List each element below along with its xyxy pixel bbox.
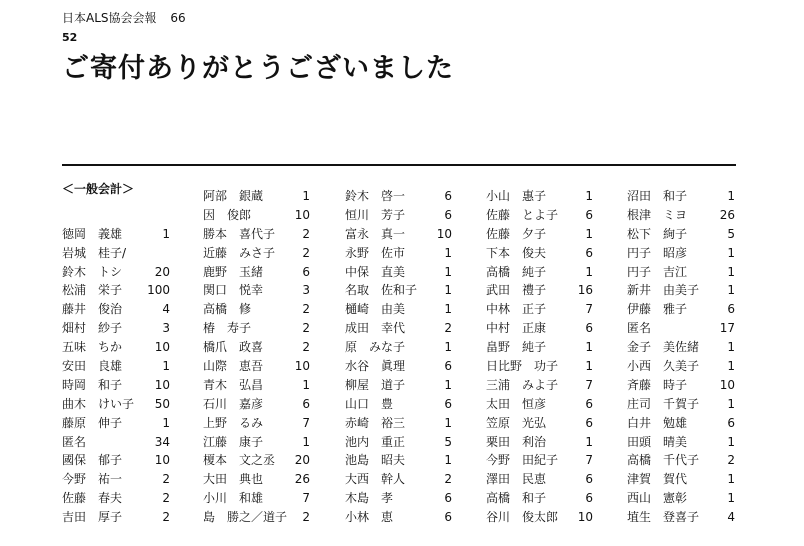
donation-count: 17: [719, 321, 735, 336]
donor-name: 下本 俊夫: [486, 245, 547, 260]
donor-column-4: [486, 187, 593, 527]
donation-count: 2: [727, 453, 735, 468]
donor-name: 白井 勉雄: [627, 415, 688, 430]
donor-row: [203, 414, 310, 433]
donation-count: 6: [444, 510, 452, 525]
donor-row: [203, 508, 310, 527]
donor-row: [203, 244, 310, 263]
donation-count: 6: [585, 245, 593, 260]
donation-count: 10: [294, 207, 310, 222]
donor-row: [486, 508, 593, 527]
donation-count: 7: [585, 453, 593, 468]
donation-count: 50: [154, 396, 170, 411]
donor-name: 畠野 純子: [486, 340, 547, 355]
donor-row: [345, 206, 452, 225]
donor-row: [627, 470, 735, 489]
donor-name: 日比野 功子: [486, 359, 559, 374]
donor-row: [486, 338, 593, 357]
donor-row: [486, 206, 593, 225]
donor-name: 金子 美佐緒: [627, 340, 700, 355]
donation-count: 6: [585, 396, 593, 411]
donor-row: [62, 244, 170, 263]
donation-count: 26: [294, 472, 310, 487]
donor-name: 松浦 栄子: [62, 283, 123, 298]
running-header: [62, 9, 186, 26]
donor-row: [345, 263, 452, 282]
donor-row: [627, 489, 735, 508]
donation-count: 10: [577, 510, 593, 525]
donor-column-3: [345, 187, 452, 527]
donation-count: 10: [436, 226, 452, 241]
donor-name: 佐藤 夕子: [486, 226, 547, 241]
donor-name: 上野 るみ: [203, 415, 264, 430]
donor-row: [62, 470, 170, 489]
donor-name: 中村 正康: [486, 321, 547, 336]
donor-row: [486, 244, 593, 263]
donor-name: 小川 和雄: [203, 491, 264, 506]
donor-row: [203, 187, 310, 206]
donor-row: [203, 470, 310, 489]
donor-name: 埴生 登喜子: [627, 510, 700, 525]
donor-name: 鈴木 トシ: [62, 264, 123, 279]
donor-name: 田頭 晴美: [627, 434, 688, 449]
donor-name: 高橋 和子: [486, 491, 547, 506]
donation-count: 1: [727, 264, 735, 279]
donation-count: 10: [154, 453, 170, 468]
donor-name: 榎本 文之丞: [203, 453, 276, 468]
donor-name: 澤田 民恵: [486, 472, 547, 487]
donor-name: 円子 吉江: [627, 264, 688, 279]
donor-name: 小西 久美子: [627, 359, 700, 374]
donation-count: 6: [585, 207, 593, 222]
donor-name: 徳岡 義雄: [62, 226, 123, 241]
donation-count: 6: [444, 189, 452, 203]
donation-count: 1: [727, 434, 735, 449]
donor-row: [62, 376, 170, 395]
donation-count: 2: [302, 245, 310, 260]
donor-row: [62, 281, 170, 300]
donor-row: [203, 433, 310, 452]
donor-row: [345, 338, 452, 357]
page-title: ご寄付ありがとうございました: [62, 53, 454, 84]
donor-column-5: [627, 187, 735, 527]
donor-name: 沼田 和子: [627, 189, 688, 203]
donor-name: 三浦 みよ子: [486, 377, 559, 392]
donor-row: [203, 263, 310, 282]
donation-count: 6: [444, 396, 452, 411]
donation-count: 1: [727, 491, 735, 506]
donor-name: 木島 孝: [345, 491, 394, 506]
donor-row: [627, 414, 735, 433]
donor-row: [203, 395, 310, 414]
donor-row: [62, 357, 170, 376]
donor-name: 斉藤 時子: [627, 377, 688, 392]
donor-name: 吉田 厚子: [62, 510, 123, 525]
donation-count: 10: [154, 377, 170, 392]
title-rule: [62, 164, 736, 166]
donation-count: 1: [444, 340, 452, 355]
donor-name: 池島 昭夫: [345, 453, 406, 468]
donor-name: 原 みな子: [345, 340, 406, 355]
donation-count: 2: [162, 510, 170, 525]
donation-count: 1: [162, 359, 170, 374]
donor-row: [345, 300, 452, 319]
donor-row: [627, 508, 735, 527]
donation-count: 1: [302, 434, 310, 449]
donor-row: [62, 508, 170, 527]
donor-name: 今野 祐一: [62, 472, 123, 487]
donor-row: [627, 395, 735, 414]
donor-row: [62, 319, 170, 338]
donor-name: 円子 昭彦: [627, 245, 688, 260]
donation-count: 1: [727, 340, 735, 355]
publication-name: 日本ALS協会会報: [62, 11, 157, 25]
donor-column-1: [62, 187, 170, 527]
donor-name: 鈴木 啓一: [345, 189, 406, 203]
donor-row: [203, 338, 310, 357]
donor-name: 水谷 眞理: [345, 359, 406, 374]
donation-count: 6: [727, 415, 735, 430]
donor-name: 柳屋 道子: [345, 377, 406, 392]
donation-count: 6: [444, 359, 452, 374]
donor-name: 曲木 けい子: [62, 396, 135, 411]
donor-row: [345, 244, 452, 263]
donation-count: 1: [727, 189, 735, 203]
donor-row: [345, 281, 452, 300]
donor-name: 藤原 伸子: [62, 415, 123, 430]
donation-count: 2: [302, 226, 310, 241]
donation-count: 2: [162, 472, 170, 487]
donation-count: 7: [585, 302, 593, 317]
donation-count: 26: [719, 207, 735, 222]
donor-name: 匿名: [62, 434, 87, 449]
donor-name: 谷川 俊太郎: [486, 510, 559, 525]
donation-count: 1: [444, 264, 452, 279]
donation-count: 4: [727, 510, 735, 525]
donor-name: 岩城 桂子/: [62, 245, 127, 260]
donor-row: [486, 319, 593, 338]
donor-row: [345, 395, 452, 414]
donor-name: 高橋 純子: [486, 264, 547, 279]
donation-count: 5: [444, 434, 452, 449]
donation-count: 1: [444, 415, 452, 430]
donor-row: [486, 281, 593, 300]
donor-row: [203, 357, 310, 376]
donor-name: 高橋 千代子: [627, 453, 700, 468]
donation-count: 2: [302, 321, 310, 336]
donor-row: [345, 433, 452, 452]
donor-row: [627, 281, 735, 300]
donation-count: 6: [585, 472, 593, 487]
donation-count: 1: [585, 340, 593, 355]
donor-row: [203, 300, 310, 319]
donor-name: 山口 豊: [345, 396, 394, 411]
donor-row: [203, 319, 310, 338]
donation-count: 1: [162, 415, 170, 430]
donor-name: 青木 弘昌: [203, 377, 264, 392]
donation-count: 1: [585, 264, 593, 279]
donor-name: 永野 佐市: [345, 245, 406, 260]
donor-name: 大田 典也: [203, 472, 264, 487]
donor-name: 畑村 紗子: [62, 321, 123, 336]
donor-row: [203, 225, 310, 244]
donor-row: [627, 244, 735, 263]
donation-count: 1: [585, 189, 593, 203]
donor-row: [627, 451, 735, 470]
donor-row: [486, 225, 593, 244]
donation-count: 100: [147, 283, 170, 298]
donation-count: 20: [154, 264, 170, 279]
page-number: 52: [62, 31, 78, 44]
donation-count: 10: [154, 340, 170, 355]
donor-name: 時岡 和子: [62, 377, 123, 392]
donor-name: 山際 恵吾: [203, 359, 264, 374]
donation-count: 1: [727, 283, 735, 298]
donor-row: [486, 433, 593, 452]
donor-name: 高橋 修: [203, 302, 252, 317]
donation-count: 6: [444, 207, 452, 222]
donation-count: 20: [294, 453, 310, 468]
donation-count: 2: [302, 510, 310, 525]
donor-row: [203, 451, 310, 470]
donation-count: 3: [302, 283, 310, 298]
donation-count: 6: [302, 396, 310, 411]
donation-count: 2: [444, 321, 452, 336]
donor-name: 今野 田紀子: [486, 453, 559, 468]
donor-name: 勝本 喜代子: [203, 226, 276, 241]
donor-row: [627, 263, 735, 282]
donor-row: [345, 508, 452, 527]
donor-name: 松下 絢子: [627, 226, 688, 241]
donor-row: [486, 187, 593, 206]
donor-row: [627, 300, 735, 319]
donor-row: [62, 433, 170, 452]
donor-row: [62, 414, 170, 433]
donor-row: [345, 319, 452, 338]
donor-row: [627, 433, 735, 452]
donor-row: [345, 357, 452, 376]
donor-name: 安田 良雄: [62, 359, 123, 374]
donation-count: 2: [444, 472, 452, 487]
donor-row: [62, 263, 170, 282]
donor-name: 津賀 賀代: [627, 472, 688, 487]
donation-count: 1: [727, 359, 735, 374]
donor-row: [345, 376, 452, 395]
donor-name: 成田 幸代: [345, 321, 406, 336]
donor-name: 國保 郁子: [62, 453, 123, 468]
donor-row: [62, 300, 170, 319]
donor-row: [486, 395, 593, 414]
donor-row: [62, 489, 170, 508]
donation-count: 1: [302, 377, 310, 392]
donor-row: [62, 451, 170, 470]
donor-row: [627, 357, 735, 376]
donation-count: 1: [585, 434, 593, 449]
donor-name: 佐藤 春夫: [62, 491, 123, 506]
donor-name: 小林 恵: [345, 510, 394, 525]
donation-count: 2: [302, 302, 310, 317]
donor-name: 関口 悦幸: [203, 283, 264, 298]
donor-row: [62, 225, 170, 244]
donation-count: 1: [727, 472, 735, 487]
donor-row: [345, 489, 452, 508]
donor-row: [486, 357, 593, 376]
donor-name: 因 俊郎: [203, 207, 252, 222]
donor-row: [203, 281, 310, 300]
donor-name: 池内 重正: [345, 434, 406, 449]
donor-row: [62, 338, 170, 357]
donation-count: 1: [585, 226, 593, 241]
donor-name: 鹿野 玉緒: [203, 264, 264, 279]
donor-row: [627, 187, 735, 206]
donor-row: [486, 470, 593, 489]
donor-row: [345, 451, 452, 470]
donor-name: 西山 憲彰: [627, 491, 688, 506]
donor-name: 新井 由美子: [627, 283, 700, 298]
donor-row: [203, 376, 310, 395]
donor-name: 太田 恒彦: [486, 396, 547, 411]
donor-row: [627, 206, 735, 225]
donor-name: 名取 佐和子: [345, 283, 418, 298]
donor-name: 中保 直美: [345, 264, 406, 279]
donation-count: 34: [154, 434, 170, 449]
donation-count: 10: [719, 377, 735, 392]
donor-name: 笠原 光弘: [486, 415, 547, 430]
donation-count: 7: [302, 491, 310, 506]
donor-row: [345, 470, 452, 489]
donor-row: [486, 300, 593, 319]
donor-row: [627, 225, 735, 244]
donation-count: 6: [585, 321, 593, 336]
donation-count: 2: [302, 340, 310, 355]
donation-count: 1: [444, 302, 452, 317]
donation-count: 4: [162, 302, 170, 317]
donor-column-2: [203, 187, 310, 527]
donor-name: 赤崎 裕三: [345, 415, 406, 430]
donation-count: 1: [162, 226, 170, 241]
donor-name: 中林 正子: [486, 302, 547, 317]
donor-row: [345, 225, 452, 244]
donor-name: 石川 嘉彦: [203, 396, 264, 411]
donor-name: 樋崎 由美: [345, 302, 406, 317]
donation-count: 1: [727, 396, 735, 411]
donation-count: 6: [585, 491, 593, 506]
donation-count: 16: [577, 283, 593, 298]
donor-row: [345, 187, 452, 206]
donor-name: 大西 幹人: [345, 472, 406, 487]
section-label: ＜一般会計＞: [62, 182, 135, 196]
donor-row: [486, 263, 593, 282]
donor-row: [203, 206, 310, 225]
donor-name: 匿名: [627, 321, 652, 336]
donor-row: [627, 319, 735, 338]
donor-row: [486, 489, 593, 508]
donor-row: [486, 451, 593, 470]
donation-count: 6: [585, 415, 593, 430]
donor-name: 橋爪 政喜: [203, 340, 264, 355]
donation-count: 5: [727, 226, 735, 241]
donation-count: 7: [585, 377, 593, 392]
donation-count: 10: [294, 359, 310, 374]
donor-name: 庄司 千賀子: [627, 396, 700, 411]
issue-number: 66: [170, 11, 186, 25]
donor-name: 恒川 芳子: [345, 207, 406, 222]
donor-row: [62, 395, 170, 414]
donation-count: 1: [302, 189, 310, 203]
donation-count: 2: [162, 491, 170, 506]
donation-count: 1: [585, 359, 593, 374]
donor-name: 富永 真一: [345, 226, 406, 241]
donor-row: [486, 376, 593, 395]
donor-name: 藤井 俊治: [62, 302, 123, 317]
donor-name: 伊藤 雅子: [627, 302, 688, 317]
donor-name: 島 勝之／道子: [203, 510, 288, 525]
donor-name: 阿部 銀蔵: [203, 189, 264, 203]
donation-count: 7: [302, 415, 310, 430]
donation-count: 1: [727, 245, 735, 260]
donor-name: 近藤 みさ子: [203, 245, 276, 260]
donor-name: 栗田 利治: [486, 434, 547, 449]
donor-row: [627, 376, 735, 395]
donation-count: 1: [444, 245, 452, 260]
donor-row: [627, 338, 735, 357]
donor-name: 江藤 康子: [203, 434, 264, 449]
donation-count: 6: [302, 264, 310, 279]
donor-name: 根津 ミヨ: [627, 207, 688, 222]
donation-count: 1: [444, 283, 452, 298]
donor-name: 椿 寿子: [203, 321, 252, 336]
donor-row: [345, 414, 452, 433]
donation-count: 1: [444, 453, 452, 468]
donor-name: 五味 ちか: [62, 340, 123, 355]
donation-count: 1: [444, 377, 452, 392]
donor-name: 武田 禮子: [486, 283, 547, 298]
donor-name: 小山 惠子: [486, 189, 547, 203]
donation-count: 6: [727, 302, 735, 317]
donor-name: 佐藤 とよ子: [486, 207, 559, 222]
donation-count: 6: [444, 491, 452, 506]
donor-row: [486, 414, 593, 433]
donation-count: 3: [162, 321, 170, 336]
donor-row: [203, 489, 310, 508]
